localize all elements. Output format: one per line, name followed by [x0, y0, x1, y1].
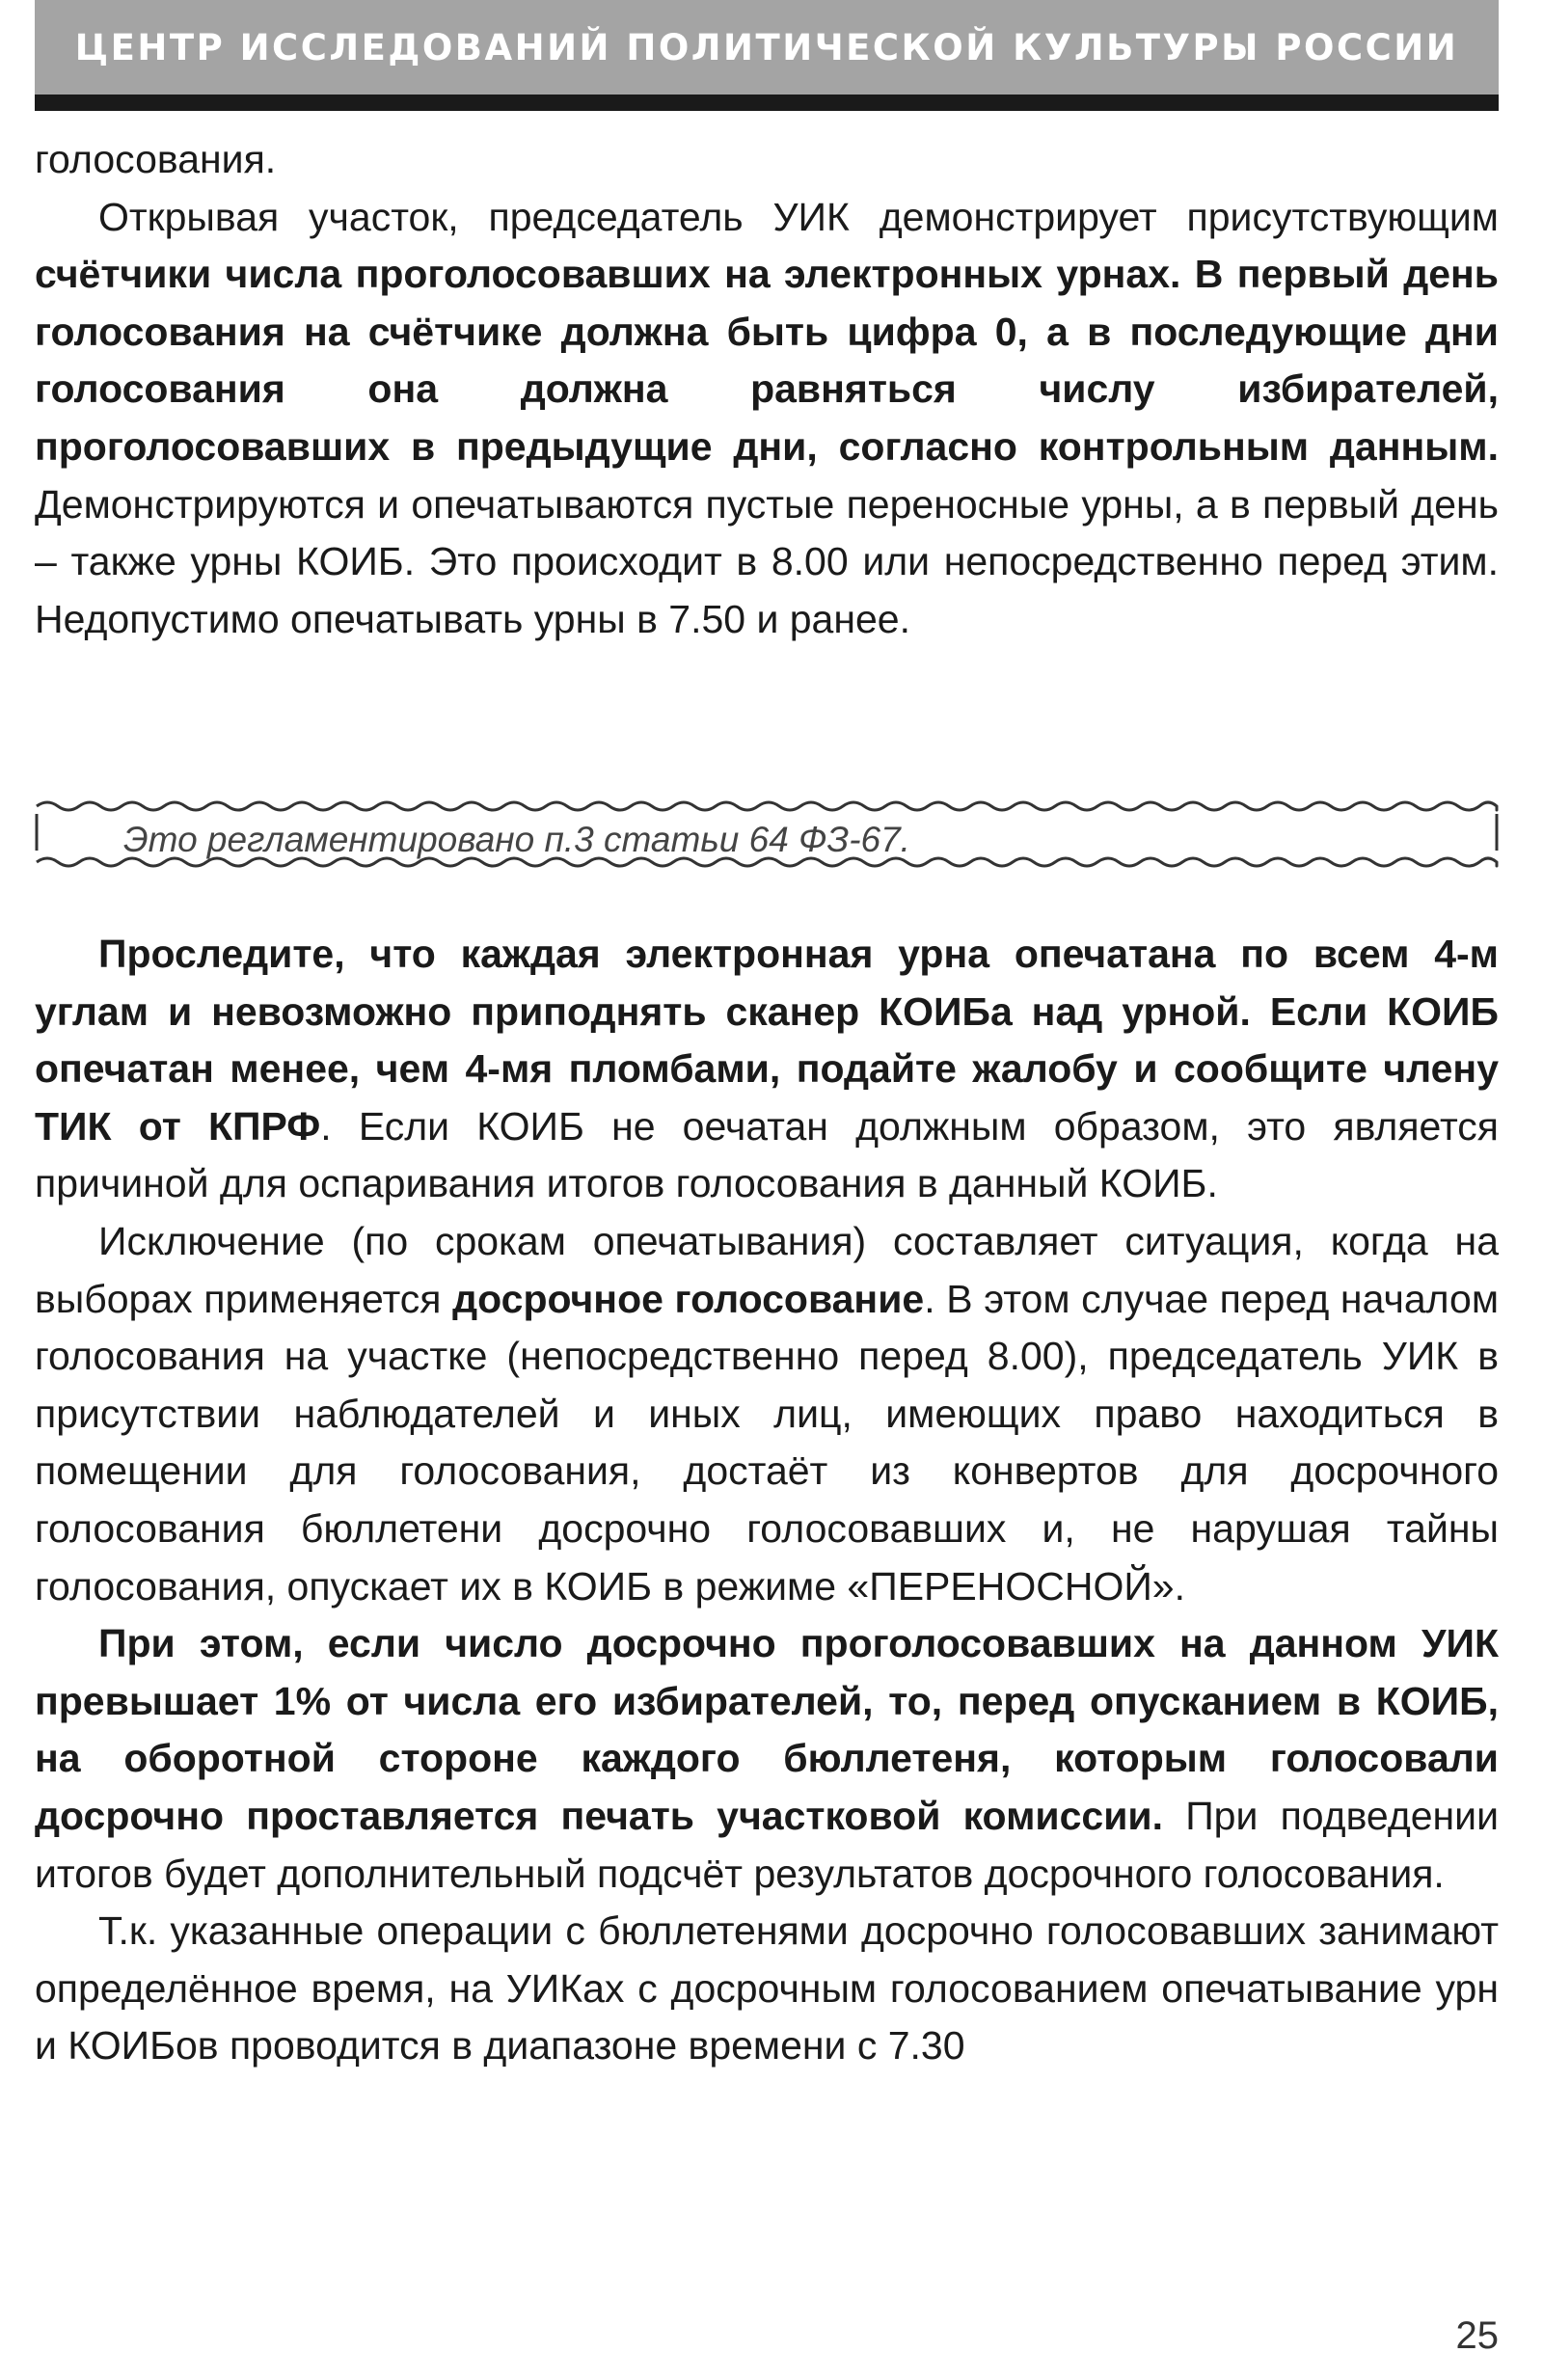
bold-emphasis: При этом, если число досрочно проголосовавших на данном УИК превышает 1% от числа его избирателей, то, перед опусканием в КОИБ, на оборотной стороне каждого бюллетеня, которым голосовали досрочно проставляется печать участковой комиссии. [35, 1621, 1499, 1838]
page-number: 25 [1455, 2314, 1499, 2357]
legal-note-text: Это регламентировано п.3 статьи 64 ФЗ-67. [123, 820, 910, 859]
running-header [35, 0, 1499, 95]
header-divider [35, 95, 1499, 111]
paragraph-continuation: голосования. [35, 137, 277, 181]
running-header-title: ЦЕНТР ИССЛЕДОВАНИЙ ПОЛИТИЧЕСКОЙ КУЛЬТУРЫ РОССИИ [74, 26, 1459, 68]
paragraph-counters: Открывая участок, председатель УИК демонстрирует присутствующим счётчики числа проголосовавших на электронных урнах. В первый день голосования на счётчике должна быть цифра 0, а в последующие дни голосования она должна равняться числу избирателей, проголосовавших в предыдущие дни, согласно контрольным данным. Демонстрируются и опечатываются пустые переносные урны, а в первый день – также урны КОИБ. Это происходит в 8.00 или непосредственно перед этим. Недопустимо опечатывать урны в 7.50 и ранее. [35, 194, 1499, 641]
text-block-lower [35, 926, 1499, 2075]
paragraph-stamp-rule: При этом, если число досрочно проголосовавших на данном УИК превышает 1% от числа его избирателей, то, перед опусканием в КОИБ, на оборотной стороне каждого бюллетеня, которым голосовали досрочно проставляется печать участковой комиссии. При подведении итогов будет дополнительный подсчёт результатов досрочного голосования. [35, 1621, 1499, 1896]
paragraph-time-range: Т.к. указанные операции с бюллетенями досрочно голосовавших занимают определённое время, на УИКах с досрочным голосованием опечатывание урн и КОИБов проводится в диапазоне времени с 7.30 [35, 1908, 1499, 2069]
legal-note-box [35, 791, 1499, 903]
bold-emphasis: счётчики числа проголосовавших на электронных урнах. В первый день голосования на счётчике должна быть цифра 0, а в последующие дни голосования она должна равняться числу избирателей, проголосовавших в предыдущие дни, согласно контрольным данным. [35, 252, 1499, 469]
paragraph-koib-seals: Проследите, что каждая электронная урна опечатана по всем 4-м углам и невозможно приподнять сканер КОИБа над урной. Если КОИБ опечатан менее, чем 4-мя пломбами, подайте жалобу и сообщите члену ТИК от КПРФ. Если КОИБ не оечатан должным образом, это является причиной для оспаривания итогов голосования в данный КОИБ. [35, 932, 1500, 1206]
bold-emphasis: досрочное голосование [452, 1276, 925, 1321]
paragraph-early-voting: Исключение (по срокам опечатывания) составляет ситуация, когда на выборах применяется досрочное голосование. В этом случае перед началом голосования на участке (непосредственно перед 8.00), председатель УИК в присутствии наблюдателей и иных лиц, имеющих право находиться в помещении для голосования, достаёт из конвертов для досрочного голосования бюллетени досрочно голосовавших и, не нарушая тайны голосования, опускает их в КОИБ в режиме «ПЕРЕНОСНОЙ». [35, 1218, 1500, 1609]
bold-emphasis: Проследите, что каждая электронная урна опечатана по всем 4-м углам и невозможно приподнять сканер КОИБа над урной. Если КОИБ опечатан менее, чем 4-мя пломбами, подайте жалобу и сообщите члену ТИК от КПРФ [35, 932, 1499, 1149]
text-block-upper [35, 131, 1499, 648]
